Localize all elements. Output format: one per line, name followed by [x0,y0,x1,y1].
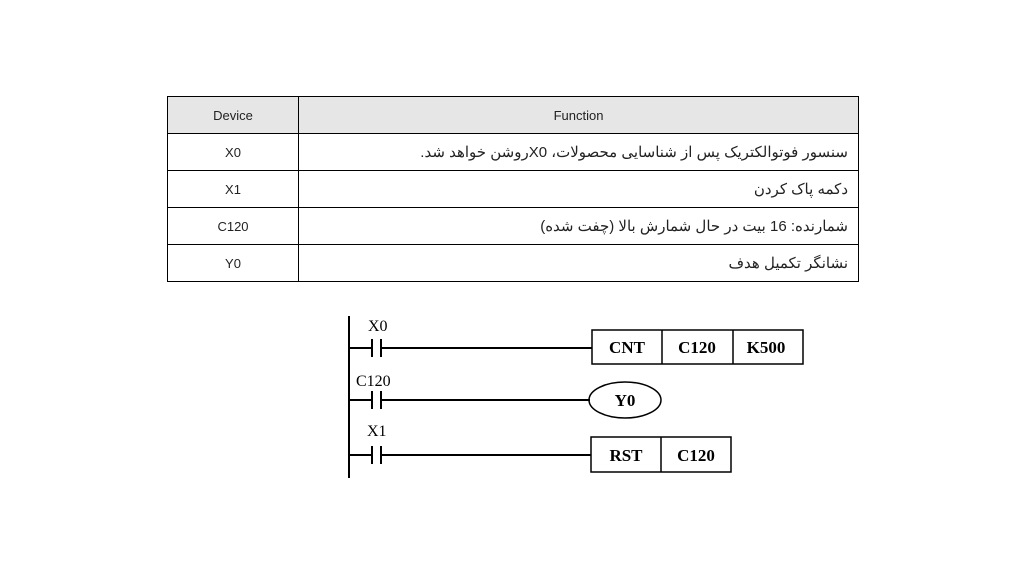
coil-label: Y0 [614,391,636,410]
instruction-arg: K500 [746,338,786,357]
rung-3 [349,423,731,472]
header-device: Device [168,97,299,134]
function-cell: نشانگر تکمیل هدف [299,245,859,282]
header-function: Function [299,97,859,134]
device-cell: Y0 [168,245,299,282]
device-cell: X1 [168,171,299,208]
rung-2 [349,373,661,418]
rung-1 [349,318,803,364]
device-cell: C120 [168,208,299,245]
function-cell: شمارنده: 16 بیت در حال شمارش بالا (چفت شده) [299,208,859,245]
device-cell: X0 [168,134,299,171]
instruction-op: RST [609,446,643,465]
contact-label: X1 [367,423,387,440]
contact-label: C120 [356,373,391,390]
instruction-arg: C120 [678,338,716,357]
function-cell: سنسور فوتوالکتریک پس از شناسایی محصولات، X0روشن خواهد شد. [299,134,859,171]
instruction-op: CNT [609,338,645,357]
function-cell: دکمه پاک کردن [299,171,859,208]
contact-label: X0 [368,318,388,335]
instruction-arg: C120 [677,446,715,465]
